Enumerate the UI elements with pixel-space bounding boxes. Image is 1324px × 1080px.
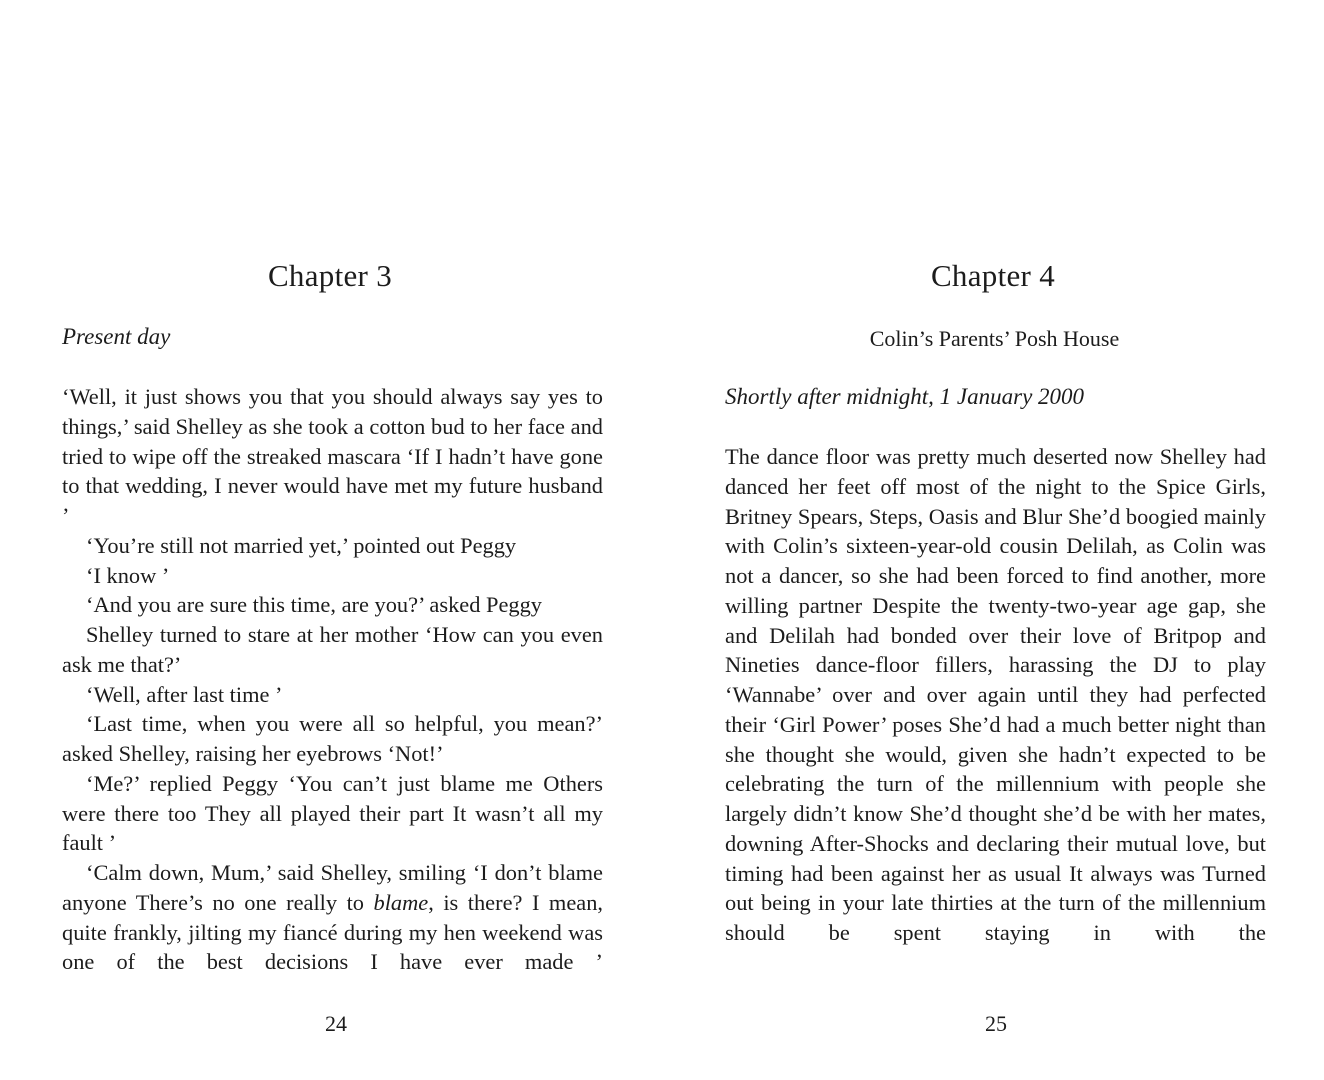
body-text (725, 442, 1266, 948)
paragraph: Shelley turned to stare at her mother ‘How can you even ask me that?’ (62, 622, 603, 677)
time-heading: Shortly after midnight, 1 January 2000 (725, 384, 1085, 409)
right-page (662, 0, 1324, 1080)
emphasis-text: blame (373, 889, 429, 915)
body-text (62, 382, 603, 977)
paragraph: ‘You’re still not married yet,’ pointed out Peggy (86, 532, 517, 558)
page-number: 25 (985, 1011, 1007, 1036)
paragraph: ‘I know ’ (86, 562, 170, 588)
paragraph-text: ‘Calm down, Mum,’ said Shelley, smiling ‘I don’t blame anyone There’s no one really to (62, 860, 603, 915)
location-heading: Colin’s Parents’ Posh House (869, 326, 1120, 351)
paragraph: ‘And you are sure this time, are you?’ asked Peggy (86, 592, 542, 618)
paragraph: ‘Last time, when you were all so helpful, you mean?’ asked Shelley, raising her eyebrows ‘Not!’ (62, 711, 603, 766)
paragraph: ‘Well, after last time ’ (86, 681, 283, 707)
paragraph: ‘Well, it just shows you that you should always say yes to things,’ said Shelley as she took a cotton bud to her face and tried to wipe off the streaked mascara ‘If I hadn’t have gone to that wedding, I never would have met my future husband ’ (62, 384, 603, 528)
page-number: 24 (325, 1011, 347, 1036)
paragraph-text: , is there? I mean, quite frankly, jilting my fiancé during my hen weekend was one of the best decisions I have ever made ’ (62, 889, 603, 975)
paragraph (62, 858, 603, 977)
paragraph: The dance floor was pretty much deserted now Shelley had danced her feet off most of the night to the Spice Girls, Britney Spears, Steps, Oasis and Blur She’d boogied mainly with Colin’s sixteen-year-old cousin Delilah, as Colin was not a dancer, so she had been forced to find another, more willing partner Despite the twenty-two-year age gap, she and Delilah had bonded over their love of Britpop and Nineties dance-floor fillers, harassing the DJ to play ‘Wannabe’ over and over again until they had perfected their ‘Girl Power’ poses She’d had a much better night than she thought she would, given she hadn’t expected to be celebrating the turn of the millennium with people she largely didn’t know She’d thought she’d be with her mates, downing After-Shocks and declaring their mutual love, but timing had been against her as usual It always was Turned out being in your late thirties at the turn of the millennium should be spent staying in with the (725, 444, 1266, 945)
chapter-title: Chapter 4 (930, 258, 1056, 293)
chapter-title: Chapter 3 (267, 258, 393, 293)
section-subheading: Present day (62, 324, 171, 349)
paragraph: ‘Me?’ replied Peggy ‘You can’t just blame me Others were there too They all played their part It wasn’t all my fault ’ (62, 770, 603, 856)
